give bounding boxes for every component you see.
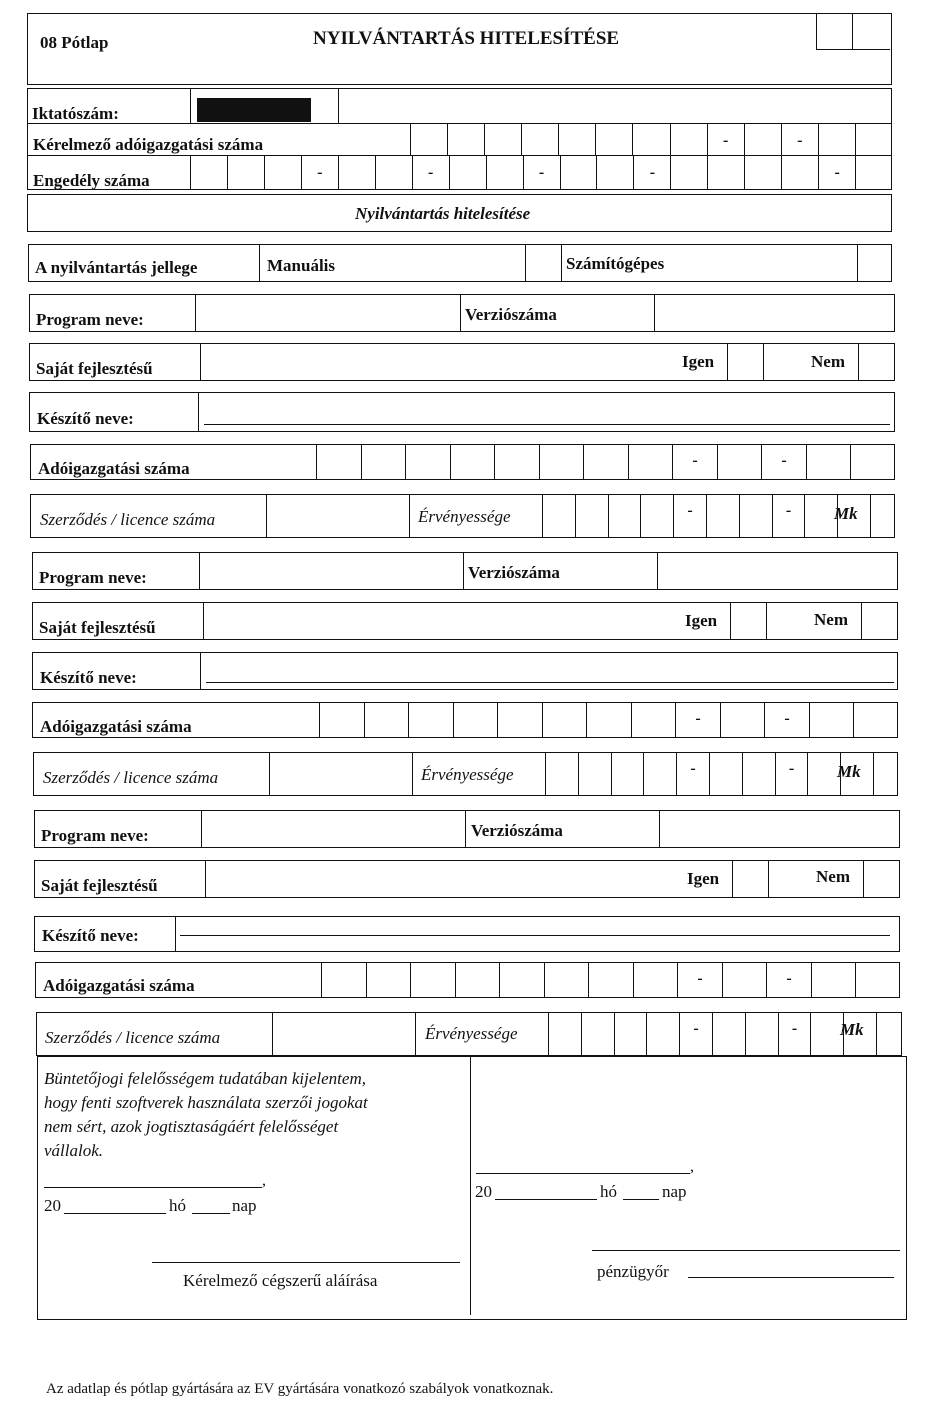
digit-cell[interactable] (542, 494, 575, 538)
digit-cell[interactable] (449, 156, 486, 190)
digit-cell[interactable] (739, 494, 772, 538)
maker-label: Készítő neve: (42, 926, 139, 945)
digit-cell[interactable] (316, 444, 361, 480)
iktatoszam-value-field[interactable] (338, 90, 890, 122)
official-place-comma: , (690, 1158, 694, 1175)
digit-cell[interactable] (709, 752, 742, 796)
form-title: NYILVÁNTARTÁS HITELESÍTÉSE (313, 28, 620, 49)
date-year-line[interactable] (64, 1213, 166, 1214)
kerelmezo-label: Kérelmező adóigazgatási száma (33, 135, 264, 154)
digit-cell[interactable] (484, 124, 521, 156)
no-label: Nem (814, 610, 848, 629)
digit-cell[interactable] (809, 702, 854, 738)
digit-cell[interactable] (810, 1012, 843, 1056)
jelleg-label: A nyilvántartás jellege (35, 258, 198, 277)
digit-cell[interactable] (676, 752, 709, 796)
digit-cell[interactable] (855, 962, 900, 998)
own-dev-label: Saját fejlesztésű (36, 359, 153, 378)
digit-cell[interactable] (706, 494, 739, 538)
digit-cell[interactable] (408, 702, 453, 738)
yes-label: Igen (687, 869, 720, 888)
maker-input-line[interactable] (180, 935, 890, 936)
digit-cell[interactable] (321, 962, 366, 998)
jelleg-manual-label: Manuális (267, 256, 336, 275)
digit-cell[interactable] (583, 444, 628, 480)
mk-label: Mk (834, 504, 858, 523)
program-name-row (29, 294, 895, 332)
digit-cell[interactable] (544, 962, 589, 998)
digit-cell[interactable] (614, 1012, 647, 1056)
digit-cell[interactable] (744, 156, 781, 190)
digit-cell[interactable] (717, 444, 762, 480)
mk-divider (876, 1012, 877, 1056)
jelleg-manual-checkbox[interactable] (526, 246, 560, 280)
mk-label: Mk (837, 762, 861, 781)
yes-label: Igen (682, 352, 715, 371)
digit-cell[interactable] (366, 962, 411, 998)
own-dev-row (32, 602, 898, 640)
maker-row (29, 392, 895, 432)
validity-label: Érvényessége (425, 1024, 518, 1043)
digit-cell[interactable] (818, 156, 855, 190)
digit-cell[interactable] (608, 494, 641, 538)
digit-cell[interactable] (855, 156, 892, 190)
digit-cell[interactable] (646, 1012, 679, 1056)
digit-cell[interactable] (806, 444, 851, 480)
no-label: Nem (816, 867, 850, 886)
maker-input-line[interactable] (206, 682, 894, 683)
engedely-label: Engedély száma (33, 171, 150, 190)
digit-cell[interactable] (539, 444, 584, 480)
digit-cell[interactable] (720, 702, 765, 738)
digit-cell[interactable] (412, 156, 449, 190)
jelleg-computer-checkbox[interactable] (858, 246, 890, 280)
no-checkbox[interactable] (863, 862, 898, 896)
jelleg-computer-label: Számítógépes (566, 254, 665, 273)
corner-box-divider (852, 14, 890, 50)
digit-cell[interactable] (640, 494, 673, 538)
contract-label: Szerződés / licence száma (43, 768, 219, 787)
digit-cell[interactable] (301, 156, 338, 190)
version-label: Verziószáma (468, 563, 560, 582)
own-dev-label: Saját fejlesztésű (39, 618, 156, 637)
tax-label: Adóigazgatási száma (38, 459, 190, 478)
digit-cell[interactable] (405, 444, 450, 480)
digit-cell[interactable] (338, 156, 375, 190)
no-checkbox[interactable] (858, 345, 893, 379)
digit-cell[interactable] (558, 124, 595, 156)
declaration-line-3: nem sért, azok jogtisztaságáért felelősséget (44, 1117, 339, 1136)
digit-cell[interactable] (670, 156, 707, 190)
digit-cell[interactable] (410, 124, 447, 156)
digit-cell[interactable] (375, 156, 412, 190)
digit-cell[interactable] (410, 962, 455, 998)
digit-cell[interactable] (447, 124, 484, 156)
digit-cell[interactable] (850, 444, 895, 480)
digit-cell[interactable] (633, 156, 670, 190)
signature-input-line[interactable] (152, 1262, 460, 1263)
digit-cell[interactable] (227, 156, 264, 190)
digit-cell[interactable] (745, 1012, 778, 1056)
digit-cell[interactable] (781, 156, 818, 190)
digit-cell[interactable] (361, 444, 406, 480)
tax-digit-cells[interactable] (319, 702, 898, 738)
mk-label: Mk (840, 1020, 864, 1039)
digit-cell[interactable] (672, 444, 717, 480)
digit-cell[interactable] (450, 444, 495, 480)
digit-cell[interactable] (588, 962, 633, 998)
date-month-line[interactable] (192, 1213, 230, 1214)
maker-row (34, 916, 900, 952)
digit-cell[interactable] (804, 494, 837, 538)
version-label: Verziószáma (465, 305, 557, 324)
digit-cell[interactable] (807, 752, 840, 796)
validity-label: Érvényessége (418, 507, 511, 526)
digit-cell[interactable] (670, 124, 707, 156)
section-title: Nyilvántartás hitelesítése (355, 204, 531, 223)
maker-row (32, 652, 898, 690)
program-name-label: Program neve: (41, 826, 149, 845)
date-month-label: hó (169, 1196, 186, 1215)
digit-cell[interactable] (628, 444, 673, 480)
corner-box-divider (816, 14, 852, 50)
official-year-prefix: 20 (475, 1182, 492, 1201)
digit-cell[interactable] (523, 156, 560, 190)
program-name-row (32, 552, 898, 590)
redacted-field (197, 98, 311, 122)
digit-cell[interactable] (596, 156, 633, 190)
digit-cell[interactable] (578, 752, 611, 796)
digit-cell[interactable] (264, 156, 301, 190)
digit-cell[interactable] (643, 752, 676, 796)
program-name-label: Program neve: (39, 568, 147, 587)
digit-cell[interactable] (775, 752, 808, 796)
digit-cell[interactable] (595, 124, 632, 156)
declaration-line-2: hogy fenti szoftverek használata szerzői jogokat (44, 1093, 368, 1112)
digit-cell[interactable] (742, 752, 775, 796)
footer-note: Az adatlap és pótlap gyártására az EV gyártására vonatkozó szabályok vonatkoznak. (46, 1381, 554, 1397)
official-year-line[interactable] (495, 1199, 597, 1200)
digit-cell[interactable] (190, 156, 227, 190)
kerelmezo-digit-cells[interactable] (410, 124, 892, 156)
version-label: Verziószáma (471, 821, 563, 840)
no-label: Nem (811, 352, 845, 371)
mk-divider (873, 752, 874, 796)
digit-cell[interactable] (677, 962, 722, 998)
declaration-line-1: Büntetőjogi felelősségem tudatában kijelentem, (44, 1069, 366, 1088)
tax-label: Adóigazgatási száma (40, 717, 192, 736)
maker-input-line[interactable] (204, 424, 890, 425)
contract-label: Szerződés / licence száma (40, 510, 216, 529)
program-name-row (34, 810, 900, 848)
yes-checkbox[interactable] (727, 345, 761, 379)
validity-date-cells[interactable] (542, 494, 870, 538)
tax-label: Adóigazgatási száma (43, 976, 195, 995)
digit-cell[interactable] (855, 124, 892, 156)
digit-cell[interactable] (494, 444, 539, 480)
yes-checkbox[interactable] (730, 604, 764, 638)
digit-cell[interactable] (499, 962, 544, 998)
digit-cell[interactable] (818, 124, 855, 156)
date-day-label: nap (232, 1196, 257, 1215)
digit-cell[interactable] (744, 124, 781, 156)
own-dev-label: Saját fejlesztésű (41, 876, 158, 895)
digit-cell[interactable] (560, 156, 597, 190)
official-signature-line[interactable] (592, 1250, 900, 1251)
mk-divider (870, 494, 871, 538)
digit-cell[interactable] (521, 124, 558, 156)
digit-cell[interactable] (364, 702, 409, 738)
no-checkbox[interactable] (861, 604, 896, 638)
digit-cell[interactable] (761, 444, 806, 480)
official-name-line[interactable] (688, 1277, 894, 1278)
digit-cell[interactable] (581, 1012, 614, 1056)
digit-cell[interactable] (542, 702, 587, 738)
own-dev-row (29, 343, 895, 381)
digit-cell[interactable] (611, 752, 644, 796)
maker-label: Készítő neve: (40, 668, 137, 687)
digit-cell[interactable] (712, 1012, 745, 1056)
yes-checkbox[interactable] (732, 862, 766, 896)
digit-cell[interactable] (679, 1012, 712, 1056)
engedely-digit-cells[interactable] (190, 156, 892, 190)
digit-cell[interactable] (545, 752, 578, 796)
official-place-line[interactable] (476, 1173, 690, 1174)
place-input-line[interactable] (44, 1187, 262, 1188)
own-dev-row (34, 860, 900, 898)
digit-cell[interactable] (486, 156, 523, 190)
validity-label: Érvényessége (421, 765, 514, 784)
digit-cell[interactable] (633, 962, 678, 998)
program-name-label: Program neve: (36, 310, 144, 329)
digit-cell[interactable] (586, 702, 631, 738)
official-month-label: hó (600, 1182, 617, 1201)
date-year-prefix: 20 (44, 1196, 61, 1215)
declaration-line-4: vállalok. (44, 1141, 104, 1160)
digit-cell[interactable] (675, 702, 720, 738)
digit-cell[interactable] (766, 962, 811, 998)
digit-cell[interactable] (548, 1012, 581, 1056)
digit-cell[interactable] (631, 702, 676, 738)
digit-cell[interactable] (781, 124, 818, 156)
digit-cell[interactable] (319, 702, 364, 738)
digit-cell[interactable] (673, 494, 706, 538)
validity-date-cells[interactable] (545, 752, 873, 796)
digit-cell[interactable] (453, 702, 498, 738)
digit-cell[interactable] (764, 702, 809, 738)
digit-cell[interactable] (853, 702, 898, 738)
digit-cell[interactable] (455, 962, 500, 998)
official-role: pénzügyőr (597, 1262, 669, 1281)
contract-label: Szerződés / licence száma (45, 1028, 221, 1047)
digit-cell[interactable] (722, 962, 767, 998)
place-comma: , (262, 1172, 266, 1189)
digit-cell[interactable] (632, 124, 669, 156)
digit-cell[interactable] (778, 1012, 811, 1056)
digit-cell[interactable] (772, 494, 805, 538)
iktatoszam-label: Iktatószám: (32, 104, 119, 123)
official-month-line[interactable] (623, 1199, 659, 1200)
digit-cell[interactable] (707, 124, 744, 156)
tax-digit-cells[interactable] (316, 444, 895, 480)
form-code: 08 Pótlap (40, 33, 109, 52)
digit-cell[interactable] (811, 962, 856, 998)
digit-cell[interactable] (575, 494, 608, 538)
digit-cell[interactable] (707, 156, 744, 190)
maker-label: Készítő neve: (37, 409, 134, 428)
official-day-label: nap (662, 1182, 687, 1201)
digit-cell[interactable] (497, 702, 542, 738)
yes-label: Igen (685, 611, 718, 630)
validity-date-cells[interactable] (548, 1012, 876, 1056)
tax-digit-cells[interactable] (321, 962, 900, 998)
signature-caption: Kérelmező cégszerű aláírása (183, 1271, 378, 1290)
